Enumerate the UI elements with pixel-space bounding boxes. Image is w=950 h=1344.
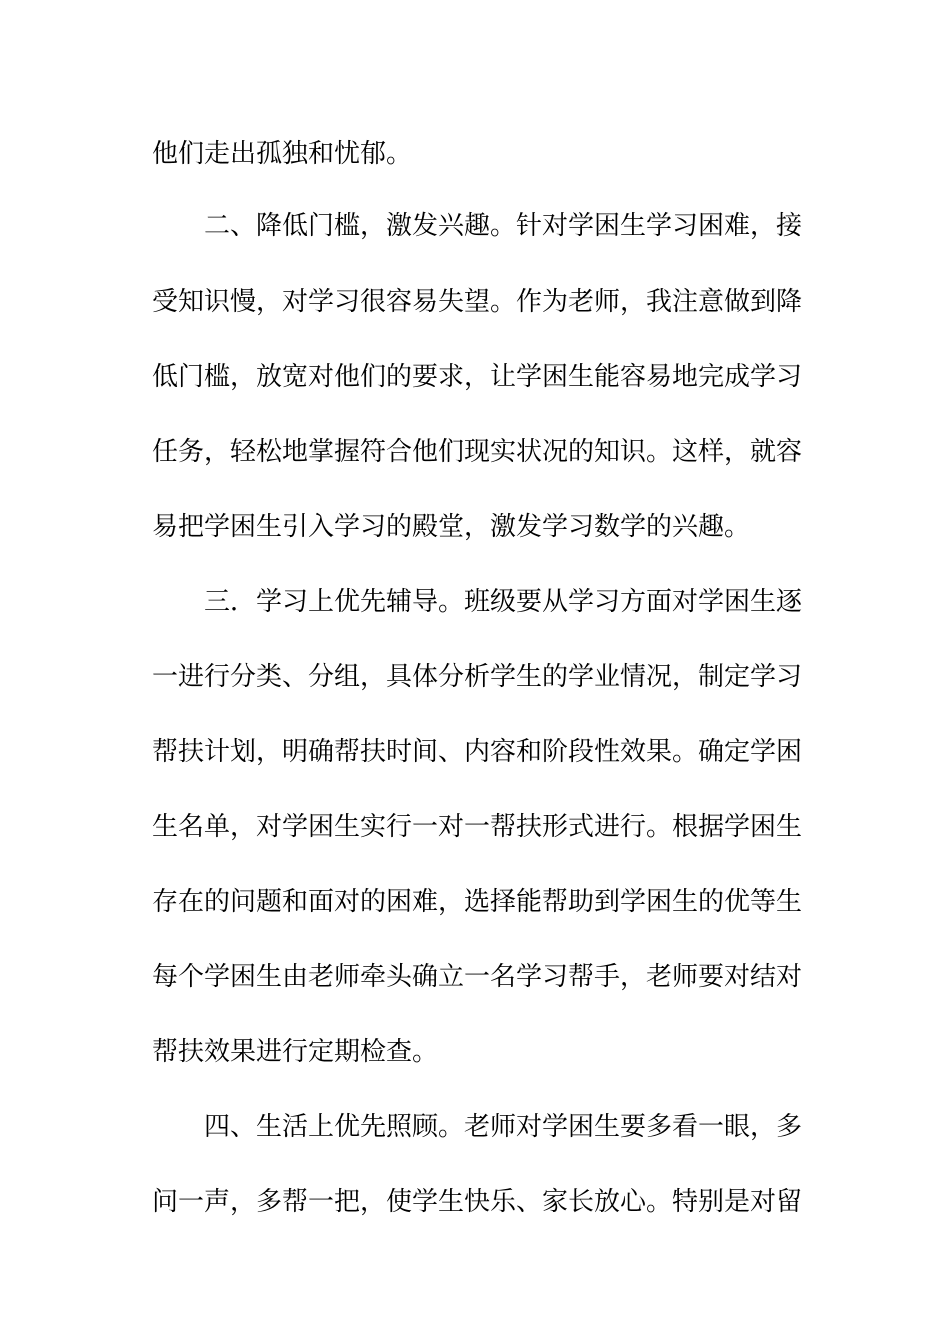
text-line: 问一声，多帮一把，使学生快乐、家长放心。特别是对留 — [152, 1187, 803, 1217]
text-line: 生名单，对学困生实行一对一帮扶形式进行。根据学困生 — [152, 812, 803, 842]
text-line: 每个学困生由老师牵头确立一名学习帮手，老师要对结对 — [152, 962, 803, 992]
text-line: 易把学困生引入学习的殿堂，激发学习数学的兴趣。 — [152, 512, 751, 542]
paragraph-2-line: 二、降低门槛，激发兴趣。针对学困生学习困难，接 — [204, 211, 803, 241]
text-line: 帮扶效果进行定期检查。 — [152, 1037, 439, 1067]
paragraph-4-line: 四、生活上优先照顾。老师对学困生要多看一眼，多 — [204, 1112, 803, 1142]
paragraph-3-line: 三．学习上优先辅导。班级要从学习方面对学困生逐 — [204, 587, 803, 617]
text-line: 一进行分类、分组，具体分析学生的学业情况，制定学习 — [152, 662, 803, 692]
text-line: 受知识慢，对学习很容易失望。作为老师，我注意做到降 — [152, 287, 803, 317]
text-line: 低门槛，放宽对他们的要求，让学困生能容易地完成学习 — [152, 362, 803, 392]
text-line: 存在的问题和面对的困难，选择能帮助到学困生的优等生 — [152, 887, 803, 917]
text-line: 帮扶计划，明确帮扶时间、内容和阶段性效果。确定学困 — [152, 737, 803, 767]
text-line: 他们走出孤独和忧郁。 — [152, 139, 413, 169]
text-line: 任务，轻松地掌握符合他们现实状况的知识。这样，就容 — [152, 437, 803, 467]
